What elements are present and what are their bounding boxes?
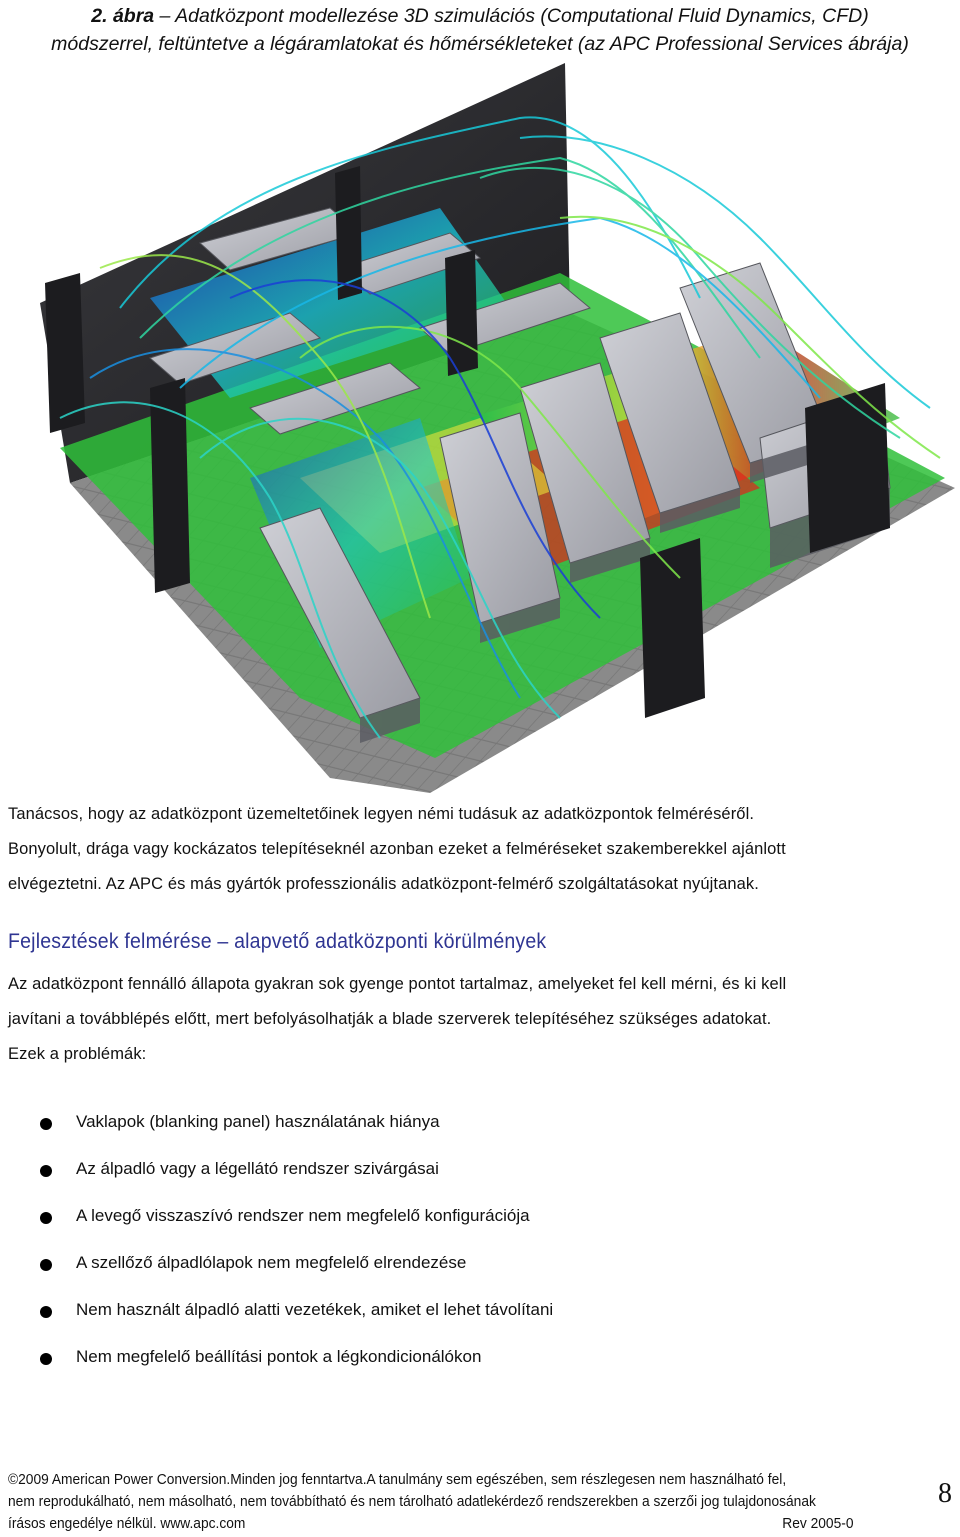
caption-title: Adatközpont modellezése 3D szimulációs (Computational Fluid Dynamics, CFD): [175, 5, 869, 27]
list-item: [0, 1248, 960, 1295]
list-item: [0, 1295, 960, 1342]
problem-list: [0, 1107, 960, 1389]
section-line-2: javítani a továbblépés előtt, mert befolyásolhatják a blade szerverek telepítéséhez szükséges adatokat.: [8, 1010, 772, 1028]
caption-number: 2. ábra: [91, 5, 155, 27]
list-item-text: A szellőző álpadlólapok nem megfelelő elrendezése: [76, 1253, 467, 1272]
list-item: [0, 1154, 960, 1201]
footer-copyright-end: írásos engedélye nélkül. www.apc.com: [8, 1516, 246, 1532]
footer-line-3: [8, 1513, 854, 1535]
list-item: [0, 1107, 960, 1154]
list-item-text: Nem megfelelő beállítási pontok a légkondicionálókon: [76, 1347, 482, 1366]
page-number: 8: [938, 1478, 952, 1509]
bullet-icon: [40, 1118, 52, 1130]
list-item-text: Vaklapok (blanking panel) használatának hiánya: [76, 1112, 440, 1131]
section-line-3: Ezek a problémák:: [8, 1045, 147, 1063]
list-item-text: A levegő visszaszívó rendszer nem megfelelő konfigurációja: [76, 1206, 530, 1225]
page-footer: [8, 1469, 854, 1535]
caption-line-2: módszerrel, feltüntetve a légáramlatokat és hőmérsékleteket (az APC Professional Services ábrája): [51, 33, 909, 55]
footer-line-2: nem reprodukálható, nem másolható, nem továbbítható és nem tárolható adatlekérdező rendszerekben a szerzői jog tulajdonosának: [8, 1494, 816, 1510]
section-line-1: Az adatközpont fennálló állapota gyakran sok gyenge pontot tartalmaz, amelyeket fel kell mérni, és ki kell: [8, 975, 787, 993]
intro-paragraph: [8, 797, 953, 902]
section-heading: Fejlesztések felmérése – alapvető adatközponti körülmények: [8, 930, 547, 953]
footer-line-1: ©2009 American Power Conversion.Minden jog fenntartva.A tanulmány sem egészében, sem részlegesen nem használható fel,: [8, 1472, 787, 1488]
list-item-text: Az álpadló vagy a légellátó rendszer szivárgásai: [76, 1159, 439, 1178]
bullet-icon: [40, 1212, 52, 1224]
intro-line-2: Bonyolult, drága vagy kockázatos telepítéseknél azonban ezeket a felméréseket szakemberekkel ajánlott: [8, 840, 786, 858]
caption-dash: –: [154, 5, 176, 27]
revision-label: Rev 2005-0: [782, 1516, 854, 1532]
bullet-icon: [40, 1306, 52, 1318]
intro-line-3: elvégeztetni. Az APC és más gyártók professzionális adatközpont-felmérő szolgáltatásokat nyújtanak.: [8, 875, 759, 893]
figure-caption: [0, 2, 960, 58]
list-item: [0, 1201, 960, 1248]
cfd-simulation-figure: [0, 58, 960, 793]
list-item-text: Nem használt álpadló alatti vezetékek, amiket el lehet távolítani: [76, 1300, 554, 1319]
section-paragraph: [8, 967, 953, 1072]
intro-line-1: Tanácsos, hogy az adatközpont üzemeltetőinek legyen némi tudásuk az adatközpontok felméréséről.: [8, 805, 755, 823]
list-item: [0, 1342, 960, 1389]
bullet-icon: [40, 1259, 52, 1271]
bullet-icon: [40, 1165, 52, 1177]
caption-line-1: [0, 2, 960, 30]
bullet-icon: [40, 1353, 52, 1365]
